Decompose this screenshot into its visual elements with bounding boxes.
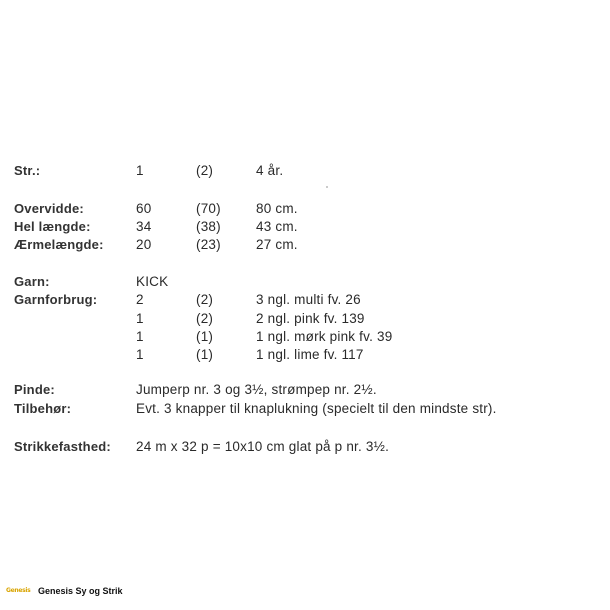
size-row [0,162,610,180]
yarn-usage-label: Garnforbrug: [14,292,98,307]
footer [6,584,123,598]
yarn-usage-value-1: 2 [136,292,144,307]
sleeve-row [0,236,610,254]
yarn-usage-value-1: 1 [136,329,144,344]
chest-value-2: (70) [196,201,221,216]
length-row [0,218,610,236]
needles-row [0,381,610,399]
chest-value-3: 80 cm. [256,201,298,216]
chest-value-1: 60 [136,201,152,216]
sleeve-label: Ærmelængde: [14,237,104,252]
yarn-usage-value-2: (2) [196,292,214,307]
size-value-3: 4 år. [256,163,284,178]
yarn-usage-value-3: 2 ngl. pink fv. 139 [256,311,365,326]
yarn-value: KICK [136,274,169,289]
yarn-usage-row [0,346,610,364]
yarn-usage-value-2: (1) [196,347,214,362]
yarn-usage-row [0,328,610,346]
size-value-1: 1 [136,163,144,178]
yarn-usage-value-3: 1 ngl. lime fv. 117 [256,347,364,362]
length-value-3: 43 cm. [256,219,298,234]
gauge-row [0,438,610,456]
accessories-row [0,400,610,418]
needles-label: Pinde: [14,382,55,397]
yarn-usage-row [0,310,610,328]
size-value-2: (2) [196,163,214,178]
accessories-label: Tilbehør: [14,401,72,416]
length-label: Hel længde: [14,219,91,234]
yarn-usage-value-1: 1 [136,347,144,362]
yarn-usage-value-3: 3 ngl. multi fv. 26 [256,292,361,307]
length-value-2: (38) [196,219,221,234]
length-value-1: 34 [136,219,152,234]
chest-row [0,200,610,218]
yarn-usage-value-2: (1) [196,329,214,344]
yarn-usage-value-1: 1 [136,311,144,326]
yarn-usage-row [0,291,610,309]
brand-logo-icon: Genesis [6,587,31,594]
needles-text: Jumperp nr. 3 og 3½, strømpep nr. 2½. [136,382,377,397]
chest-label: Overvidde: [14,201,84,216]
accessories-text: Evt. 3 knapper til knaplukning (specielt til den mindste str). [136,401,497,416]
yarn-label: Garn: [14,274,50,289]
yarn-usage-value-3: 1 ngl. mørk pink fv. 39 [256,329,393,344]
gauge-label: Strikkefasthed: [14,439,111,454]
size-label: Str.: [14,163,41,178]
brand-name: Genesis Sy og Strik [38,586,123,596]
sleeve-value-3: 27 cm. [256,237,298,252]
scan-speck [326,186,328,188]
gauge-text: 24 m x 32 p = 10x10 cm glat på p nr. 3½. [136,439,390,454]
sleeve-value-1: 20 [136,237,152,252]
sleeve-value-2: (23) [196,237,221,252]
yarn-usage-value-2: (2) [196,311,214,326]
yarn-row [0,273,610,291]
